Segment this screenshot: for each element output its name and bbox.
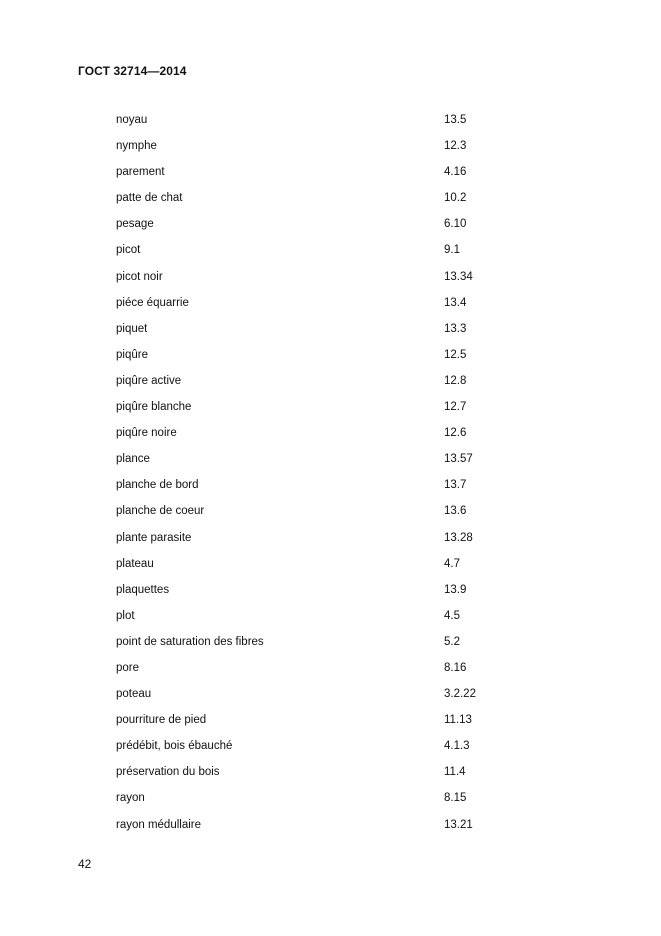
index-entry: [0, 479, 661, 505]
index-entry: [0, 819, 661, 845]
entry-reference: 10.2: [444, 192, 467, 205]
entry-reference: 9.1: [444, 244, 460, 257]
index-entry: [0, 636, 661, 662]
entry-term: noyau: [116, 114, 148, 126]
entry-term: piqûre active: [116, 374, 182, 387]
document-header: ГОСТ 32714—2014: [78, 64, 187, 78]
index-entry: [0, 166, 661, 192]
entry-term: préservation du bois: [116, 766, 220, 779]
index-entry: [0, 140, 661, 166]
entry-term: prédébit, bois ébauché: [116, 740, 233, 753]
index-entry: [0, 218, 661, 244]
index-entry: [0, 714, 661, 740]
entry-term: piéce équarrie: [116, 296, 189, 309]
entry-reference: 13.6: [444, 505, 467, 518]
entry-reference: 12.6: [444, 427, 467, 440]
index-entry: [0, 532, 661, 558]
entry-term: plateau: [116, 557, 154, 570]
entry-reference: 13.5: [444, 114, 467, 126]
index-entry: [0, 740, 661, 766]
index-entry: [0, 792, 661, 818]
entry-term: patte de chat: [116, 192, 183, 205]
page-number: 42: [78, 857, 92, 871]
entry-reference: 5.2: [444, 635, 460, 648]
entry-term: poteau: [116, 688, 152, 701]
entry-term: plante parasite: [116, 531, 192, 544]
index-entry: [0, 349, 661, 375]
entry-term: picot: [116, 244, 141, 257]
entry-reference: 4.16: [444, 166, 467, 179]
index-entry: [0, 662, 661, 688]
entry-reference: 6.10: [444, 218, 467, 231]
entry-reference: 12.5: [444, 348, 467, 361]
entry-reference: 13.4: [444, 296, 467, 309]
entry-term: pourriture de pied: [116, 714, 207, 727]
index-entry: [0, 192, 661, 218]
entry-reference: 8.16: [444, 661, 467, 674]
entry-reference: 13.28: [444, 531, 473, 544]
entry-term: piqûre blanche: [116, 401, 192, 414]
index-list: [0, 114, 661, 845]
entry-term: plaquettes: [116, 583, 170, 596]
index-entry: [0, 375, 661, 401]
entry-reference: 12.3: [444, 140, 467, 153]
index-entry: [0, 584, 661, 610]
entry-term: planche de coeur: [116, 505, 205, 518]
index-entry: [0, 453, 661, 479]
index-entry: [0, 114, 661, 140]
entry-term: plot: [116, 609, 135, 622]
entry-term: plance: [116, 453, 150, 466]
entry-reference: 13.21: [444, 818, 473, 831]
index-entry: [0, 688, 661, 714]
entry-term: piqûre noire: [116, 427, 177, 440]
index-entry: [0, 401, 661, 427]
entry-reference: 11.4: [444, 766, 466, 779]
entry-term: pesage: [116, 218, 154, 231]
index-entry: [0, 558, 661, 584]
entry-term: rayon médullaire: [116, 818, 202, 831]
entry-reference: 13.34: [444, 270, 473, 283]
index-entry: [0, 297, 661, 323]
entry-term: piqûre: [116, 348, 148, 361]
entry-term: nymphe: [116, 140, 157, 153]
index-entry: [0, 505, 661, 531]
entry-reference: 12.8: [444, 374, 467, 387]
entry-reference: 13.3: [444, 322, 467, 335]
entry-reference: 11.13: [444, 714, 472, 727]
entry-reference: 3.2.22: [444, 688, 476, 701]
index-entry: [0, 610, 661, 636]
entry-reference: 13.57: [444, 453, 473, 466]
entry-reference: 4.1.3: [444, 740, 470, 753]
entry-term: pore: [116, 661, 140, 674]
entry-term: planche de bord: [116, 479, 199, 492]
index-entry: [0, 323, 661, 349]
entry-reference: 13.9: [444, 583, 467, 596]
entry-term: picot noir: [116, 270, 163, 283]
index-entry: [0, 427, 661, 453]
entry-term: rayon: [116, 792, 145, 805]
entry-reference: 12.7: [444, 401, 467, 414]
entry-reference: 13.7: [444, 479, 467, 492]
entry-reference: 4.5: [444, 609, 460, 622]
index-entry: [0, 271, 661, 297]
entry-reference: 8.15: [444, 792, 467, 805]
entry-reference: 4.7: [444, 557, 460, 570]
entry-term: parement: [116, 166, 165, 179]
index-entry: [0, 766, 661, 792]
index-entry: [0, 244, 661, 270]
entry-term: piquet: [116, 322, 148, 335]
entry-term: point de saturation des fibres: [116, 635, 264, 648]
